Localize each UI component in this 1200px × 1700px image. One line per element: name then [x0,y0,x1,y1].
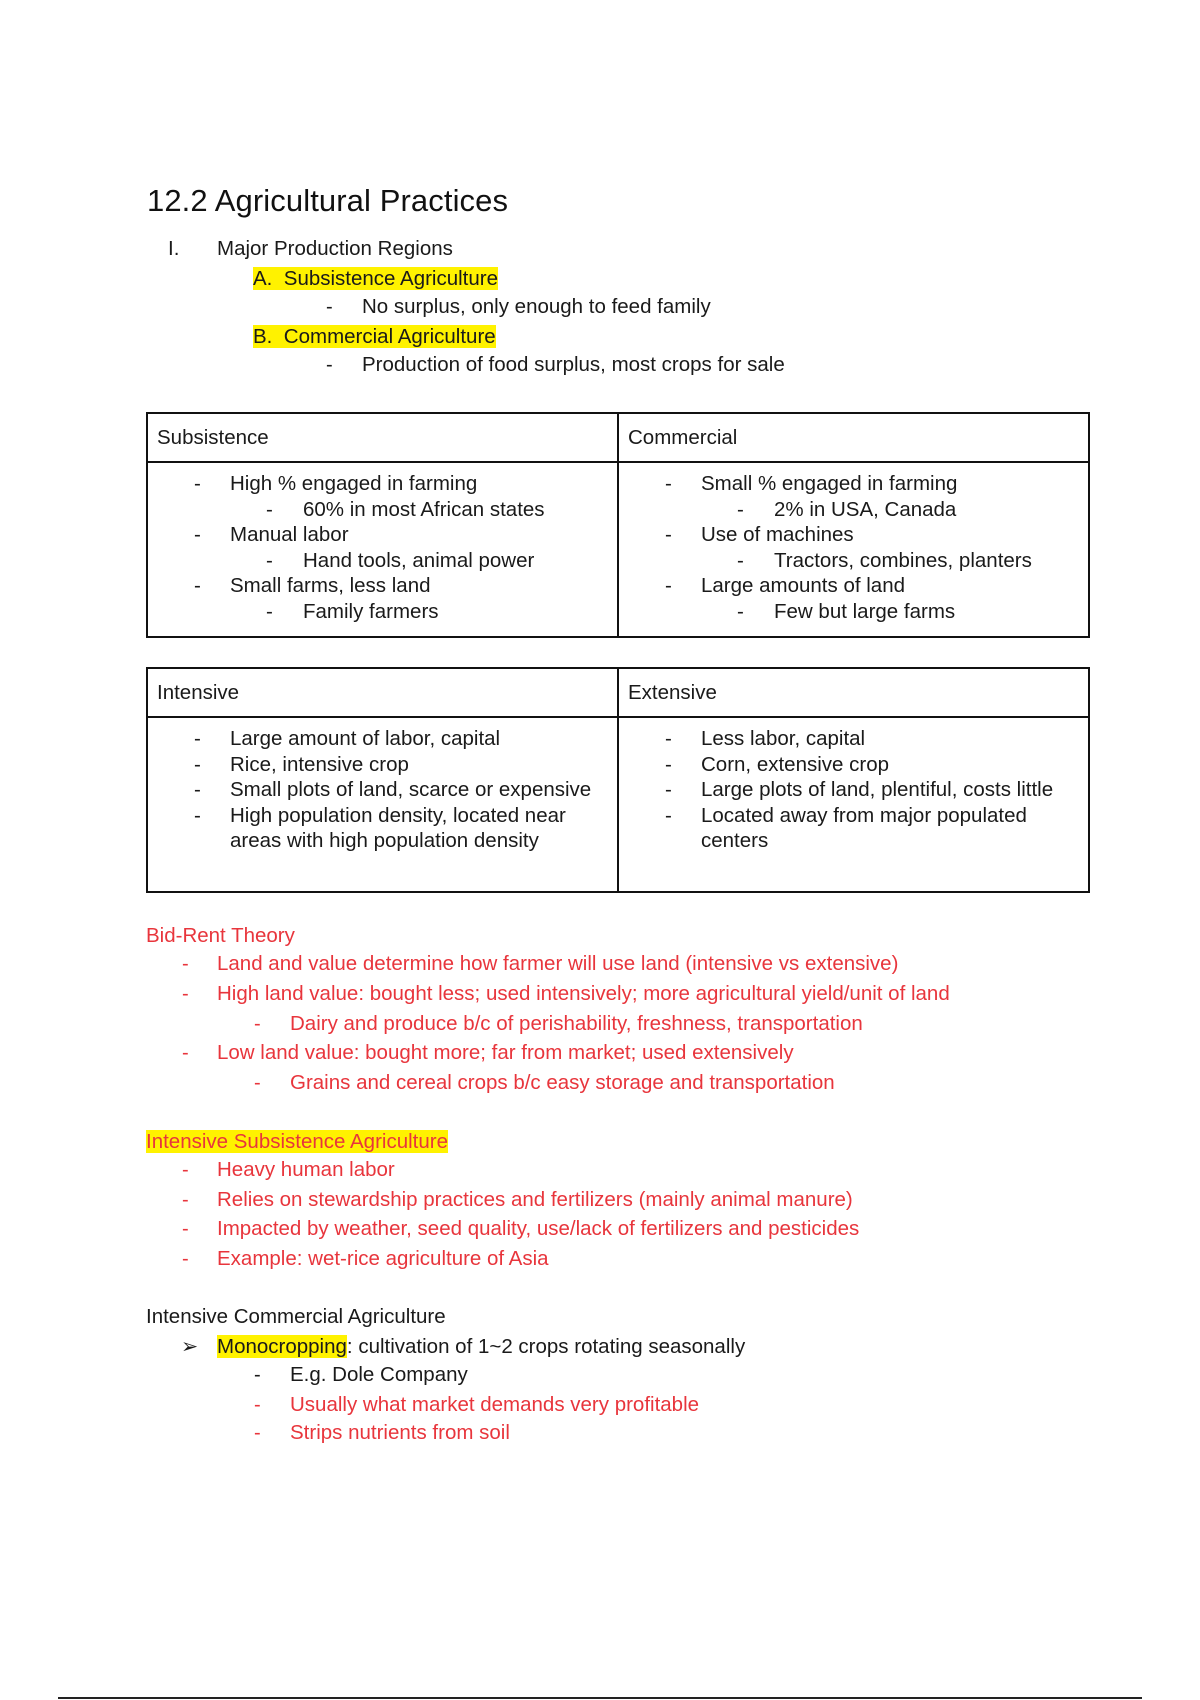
list-item: - Large plots of land, plentiful, costs little [619,777,1068,803]
subsistence-cell [147,462,618,637]
dash-marker: - [182,1218,189,1240]
list-item: - High population density, located near areas with high population density [148,803,597,854]
intensive-cell [147,717,618,892]
list-item: - High % engaged in farming [148,471,617,497]
list-item: - Large amounts of land [619,573,1088,599]
list-item: - Corn, extensive crop [619,752,1068,778]
intensive-subsistence-item-2: Relies on stewardship practices and fertilizers (mainly animal manure) [217,1188,853,1211]
outline-a-label: Subsistence Agriculture [283,267,499,290]
bid-rent-item-2: High land value: bought less; used intensively; more agricultural yield/unit of land [217,982,950,1005]
outline-a-note: No surplus, only enough to feed family [362,295,711,318]
table-header-intensive: Intensive [147,668,618,717]
monocropping-line [217,1334,745,1360]
dash-marker: - [182,1042,189,1064]
outline-a-letter: A. [253,267,273,290]
dash-marker: - [182,1159,189,1181]
outline-b-letter: B. [253,325,273,348]
list-item: - Large amount of labor, capital [148,726,597,752]
list-subitem: - Tractors, combines, planters [619,548,1088,574]
list-subitem: - Hand tools, animal power [148,548,617,574]
dash-marker: - [326,354,333,376]
list-item: - Manual labor [148,522,617,548]
subsistence-commercial-table [146,412,1090,638]
outline-b [253,324,496,350]
arrow-bullet-icon: ➢ [181,1335,199,1358]
monocropping-sub-1: E.g. Dole Company [290,1363,468,1386]
dash-marker: - [254,1422,261,1444]
dash-marker: - [182,1248,189,1270]
list-item: - Small plots of land, scarce or expensive [148,777,597,803]
bid-rent-item-2-sub: Dairy and produce b/c of perishability, freshness, transportation [290,1012,863,1035]
monocropping-sub-2: Usually what market demands very profitable [290,1393,700,1416]
intensive-subsistence-heading [146,1129,448,1155]
dash-marker: - [254,1364,261,1386]
intensive-subsistence-item-4: Example: wet-rice agriculture of Asia [217,1247,549,1270]
monocropping-term: Monocropping [217,1335,347,1358]
dash-marker: - [254,1394,261,1416]
dash-marker: - [254,1072,261,1094]
table-header-commercial: Commercial [618,413,1089,462]
dash-marker: - [182,983,189,1005]
intensive-subsistence-item-1: Heavy human labor [217,1158,395,1181]
dash-marker: - [182,953,189,975]
intensive-extensive-table [146,667,1090,893]
intensive-commercial-heading: Intensive Commercial Agriculture [146,1305,446,1328]
commercial-cell [618,462,1089,637]
extensive-cell [618,717,1089,892]
list-subitem: - 2% in USA, Canada [619,497,1088,523]
list-subitem: - Family farmers [148,599,617,625]
dash-marker: - [326,296,333,318]
monocropping-sub-3: Strips nutrients from soil [290,1421,510,1444]
outline-heading: Major Production Regions [217,237,453,260]
dash-marker: - [254,1013,261,1035]
bid-rent-item-3-sub: Grains and cereal crops b/c easy storage and transportation [290,1071,835,1094]
bid-rent-heading: Bid-Rent Theory [146,924,295,947]
outline-numeral: I. [168,237,180,260]
list-item: - Small % engaged in farming [619,471,1088,497]
list-item: - Less labor, capital [619,726,1068,752]
list-item: - Located away from major populated centers [619,803,1068,854]
bid-rent-item-1: Land and value determine how farmer will use land (intensive vs extensive) [217,952,899,975]
list-item: - Small farms, less land [148,573,617,599]
outline-b-label: Commercial Agriculture [283,325,496,348]
page-title: 12.2 Agricultural Practices [147,183,509,218]
list-subitem: - 60% in most African states [148,497,617,523]
table-header-extensive: Extensive [618,668,1089,717]
bid-rent-item-3: Low land value: bought more; far from market; used extensively [217,1041,794,1064]
list-item: - Rice, intensive crop [148,752,597,778]
list-subitem: - Few but large farms [619,599,1088,625]
dash-marker: - [182,1189,189,1211]
table-header-subsistence: Subsistence [147,413,618,462]
monocropping-definition: : cultivation of 1~2 crops rotating seasonally [346,1335,746,1358]
intensive-subsistence-item-3: Impacted by weather, seed quality, use/lack of fertilizers and pesticides [217,1217,860,1240]
intensive-subsistence-heading-text: Intensive Subsistence Agriculture [146,1130,448,1153]
list-item: - Use of machines [619,522,1088,548]
outline-a [253,266,498,292]
outline-b-note: Production of food surplus, most crops for sale [362,353,785,376]
page-bottom-rule [58,1697,1142,1699]
